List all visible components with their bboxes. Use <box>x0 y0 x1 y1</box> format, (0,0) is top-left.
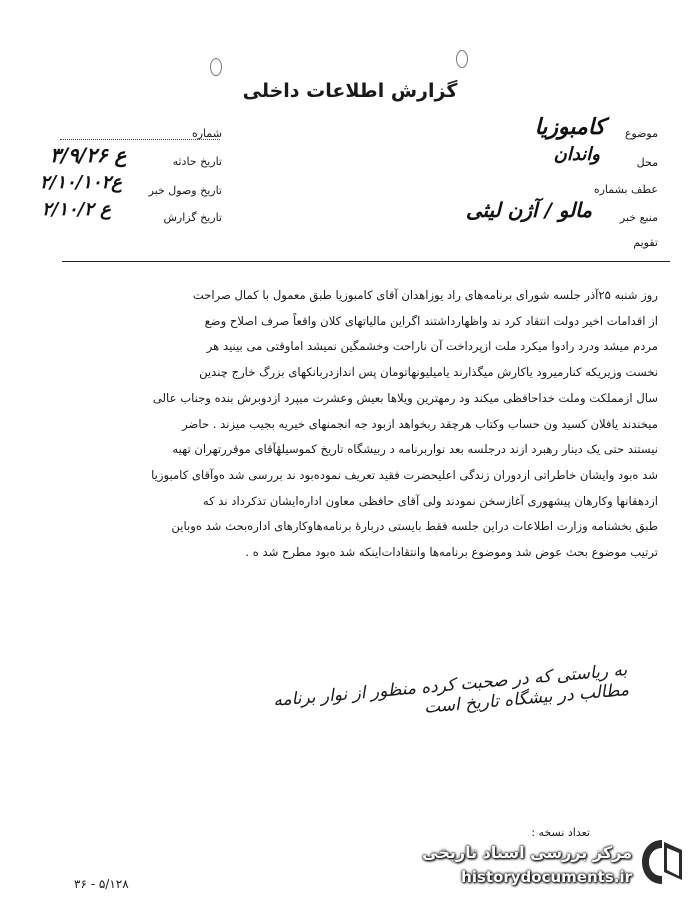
receipt-date-value: ۲/۱۰/۱۰۲ع <box>40 172 122 193</box>
report-date-label: تاریخ گزارش <box>163 211 222 224</box>
source-label: منبع خبر <box>619 211 658 224</box>
body-line: شد ه‌بود وایشان خاطراتی ازدوران زندگی اعلیحضرت فقید تعریف نموده‌بود ند بررسی شد ه‌وآقای کامبوزیا <box>151 467 658 482</box>
incident-date-label: تاریخ حادثه <box>172 155 222 168</box>
watermark-url: historydocuments.ir <box>461 868 632 886</box>
report-date-value: ۲/۱۰/۲ ع <box>42 199 111 220</box>
document-title: گزارش اطلاعات داخلی <box>242 80 458 102</box>
body-line: طبق بخشنامه وزارت اطلاعات دراین جلسه فقط بایستی دربارهٔ برنامه‌هاوکارهای اداره‌بحث شد ه‌وباین <box>171 519 658 534</box>
header-divider <box>62 261 670 262</box>
number-dotted-line <box>60 139 220 140</box>
reference-label: عطف بشماره <box>593 183 658 196</box>
receipt-date-label: تاریخ وصول خبر <box>148 184 222 197</box>
body-line: ازدهقانها وکارهان پیشهوری آغازسخن نمودند ولی آقای حافظی معاون اداره‌ایشان تذکرداد ند که <box>202 493 658 508</box>
handwritten-note: به ریاستی که در صحبت کرده منظور از نوار برنامه مطالب در بیشگاه تاریخ است <box>272 660 630 718</box>
copies-label: تعداد نسخه : <box>531 826 590 839</box>
body-line: ترتیب موضوع بحث عوض شد وموضوع برنامه‌ها وانتقادات‌اینکه شد ه‌بود مطرح شد ه . <box>245 545 658 560</box>
body-line: مردم میشد ودرد رادوا میکرد ملت ازپرداخت آن ناراحت وخشمگین نمیشد اماوقتی می بینید هر <box>206 339 658 354</box>
report-body <box>18 283 658 566</box>
subject-label: موضوع <box>624 127 658 140</box>
watermark-title: مرکز بررسی اسناد تاریخی <box>422 843 632 862</box>
assessment-label: تقویم <box>633 236 658 249</box>
body-line: سال ازمملکت وملت خداحافظی میکند ود رمهترین ویلاها بعیش وعشرت میپرد ازدوبرش بنده وجناب عالی <box>152 390 658 405</box>
body-line: از اقدامات اخیر دولت انتقاد کرد ند واظهارداشتند اگراین مالیاتهای کلان واقعاً صرف اصلاح وضع <box>204 313 658 328</box>
body-line: روز شنبه ۲۵آذر جلسه شورای برنامه‌های راد یوزاهدان آقای کامبوزیا طبق معمول با کمال صراحت <box>192 288 658 302</box>
subject-value: کامبوزیا <box>534 114 605 140</box>
body-line: میخندند یافلان کسید ون حساب وکتاب هرچقد ربخواهد ازبود جه انجمنهای خیریه بجیب میزند . حاضر <box>182 416 658 431</box>
source-value: مالو / آژن لیثی <box>465 198 592 222</box>
location-value: واندان <box>553 144 600 165</box>
location-label: محل <box>636 156 658 169</box>
document-number: ۵/۱۲۸ - ۳۶ <box>74 877 129 891</box>
punch-hole <box>456 50 468 68</box>
incident-date-value: ۳/۹/۲۶ ع <box>50 143 127 167</box>
punch-hole <box>210 58 222 76</box>
body-line: نیستند حتی یک دینار رهبرد ازند درجلسه بعد نواربرنامه د ربیشگاه تاریخ کموسیلهٔآقای موقررتهران تهیه <box>172 442 658 457</box>
body-line: نخست وزیریکه کنارمیرود یاکارش میگذارند یامیلیونهاتومان پس اندازدربانکهای بزرگ خارج چندین <box>199 365 658 380</box>
book-logo-icon <box>638 836 686 888</box>
number-label: شماره <box>191 127 222 140</box>
